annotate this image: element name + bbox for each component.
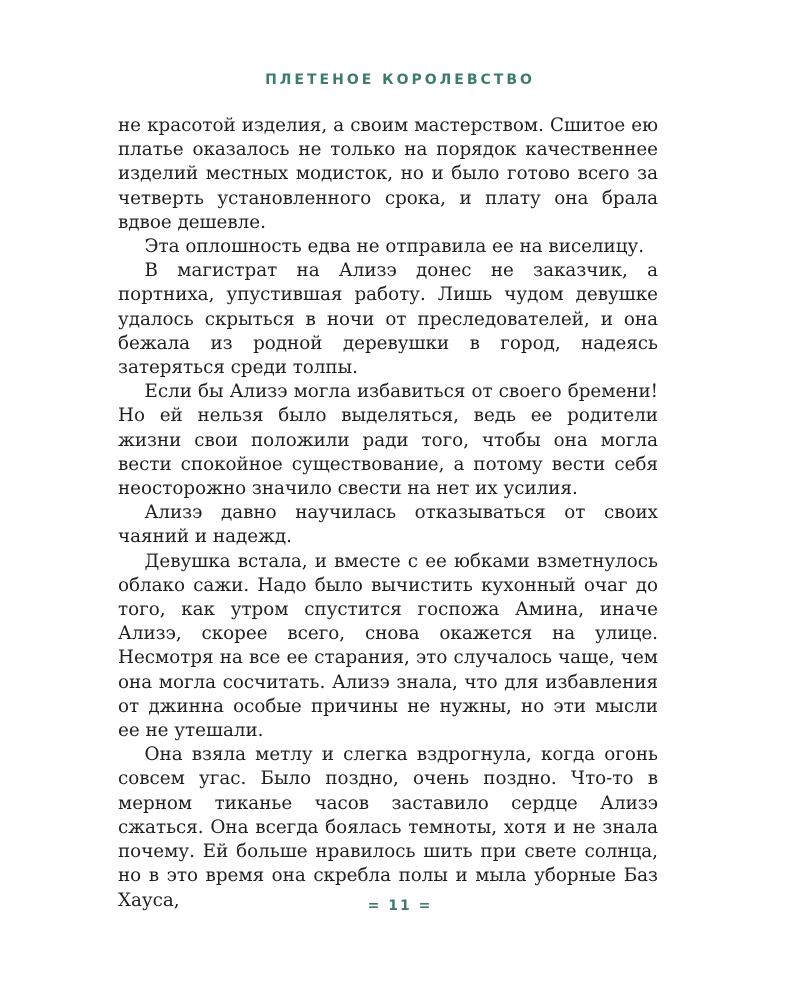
paragraph: В магистрат на Ализэ донес не заказчик, а портниха, упустившая работу. Лишь чудом девушке удалось скрыться в ночи от преследователей, и она бежала из родной деревушки в город, надеясь затеряться среди толпы.: [118, 260, 658, 379]
paragraph: Эта оплошность едва не отправила ее на виселицу.: [144, 236, 645, 258]
paragraph: Ализэ давно научилась отказываться от своих чаяний и надежд.: [118, 502, 658, 548]
paragraph: Девушка встала, и вместе с ее юбками взметнулось облако сажи. Надо было вычистить кухонный очаг до того, как утром спустится госпожа Амина, иначе Ализэ, скорее всего, снова окажется на улице. Несмотря на все ее старания, это случалось чаще, чем она могла сосчитать. Ализэ знала, что для избавления от джинна особые причины не нужны, но эти мысли ее не утешали.: [118, 550, 658, 742]
page-number: = 11 =: [367, 898, 433, 914]
paragraph: не красотой изделия, а своим мастерством. Сшитое ею платье оказалось не только на порядок качественнее изделий местных модисток, но и было готово всего за четверть установленного срока, и плату она брала вдвое дешевле.: [118, 115, 658, 233]
paragraph: Если бы Ализэ могла избавиться от своего бремени! Но ей нельзя было выделяться, ведь ее родители жизни свои положили ради того, чтобы она могла вести спокойное существование, а потому вести себя неосторожно значило свести на нет их усилия.: [118, 381, 658, 500]
running-head: ПЛЕТЕНОЕ КОРОЛЕВСТВО: [265, 72, 535, 88]
body-text: [118, 114, 658, 913]
paragraph: Она взяла метлу и слегка вздрогнула, когда огонь совсем угас. Было поздно, очень поздно. Что-то в мерном тиканье часов заставило сердце Ализэ сжаться. Она всегда боялась темноты, хотя и не знала почему. Ей больше нравилось шить при свете солнца, но в это время она скребла полы и мыла уборные Баз Хауса,: [118, 744, 658, 911]
